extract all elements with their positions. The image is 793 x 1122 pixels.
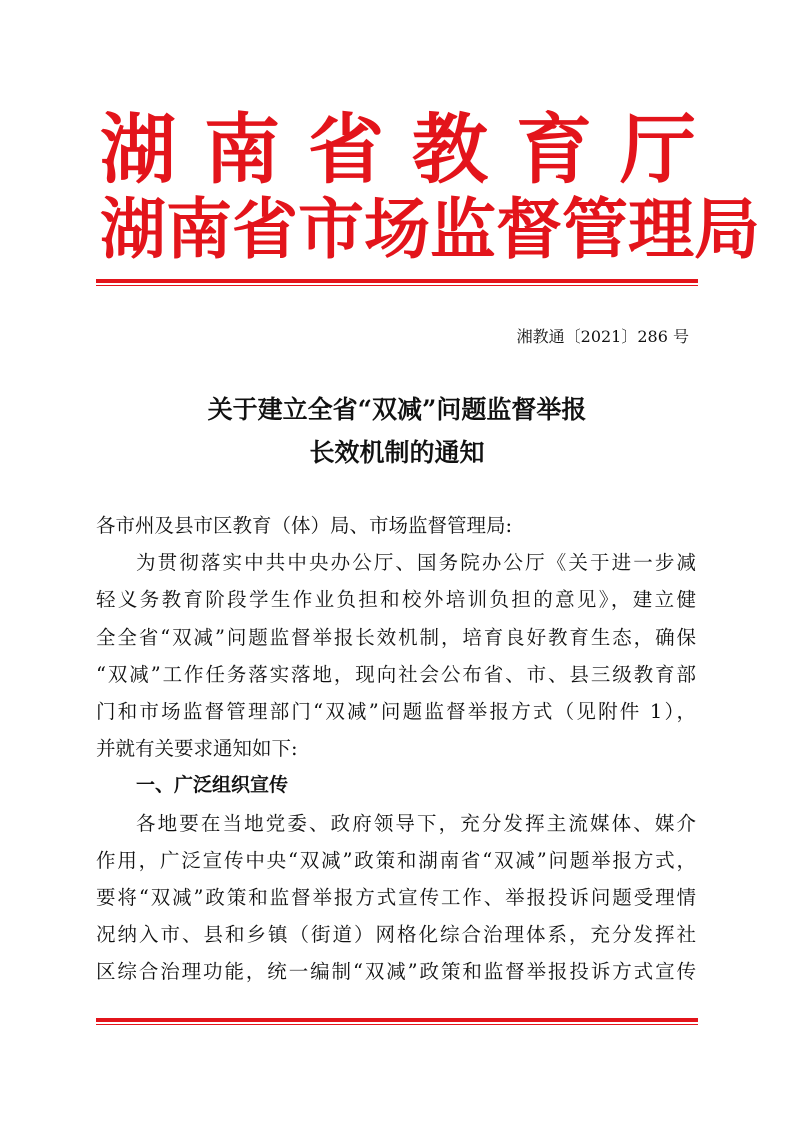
paragraph-1-line-5: 门和市场监督管理部门“双减”问题监督举报方式（见附件 1），	[96, 699, 696, 723]
paragraph-1-line-1: 为贯彻落实中共中央办公厅、国务院办公厅《关于进一步减	[136, 551, 696, 575]
section-heading-1: 一、广泛组织宣传	[136, 774, 289, 797]
issuer-name-education-department: 湖南省教育厅	[100, 105, 696, 194]
title-line-2: 长效机制的通知	[309, 438, 485, 467]
title-line-1: 关于建立全省“双减”问题监督举报	[207, 395, 587, 424]
document-title	[96, 388, 698, 474]
paragraph-2-line-4: 况纳入市、县和乡镇（街道）网格化综合治理体系，充分发挥社	[96, 923, 696, 947]
issuer-name-market-regulation-bureau: 湖南省市场监督管理局	[100, 191, 760, 268]
paragraph-1-line-6: 并就有关要求通知如下:	[96, 737, 298, 761]
paragraph-2-line-5: 区综合治理功能，统一编制“双减”政策和监督举报投诉方式宣传	[96, 960, 696, 984]
document-body	[96, 507, 696, 990]
paragraph-2-line-2: 作用，广泛宣传中央“双减”政策和湖南省“双减”问题举报方式，	[96, 848, 696, 872]
paragraph-1-line-3: 全全省“双减”问题监督举报长效机制，培育良好教育生态，确保	[96, 625, 696, 649]
document-number: 湘教通〔2021〕286 号	[516, 327, 689, 346]
paragraph-1-line-2: 轻义务教育阶段学生作业负担和校外培训负担的意见》，建立健	[96, 588, 696, 612]
paragraph-2-line-3: 要将“双减”政策和监督举报方式宣传工作、举报投诉问题受理情	[96, 885, 696, 909]
salutation: 各市州及县市区教育（体）局、市场监督管理局:	[96, 514, 513, 537]
footer-separator-rule	[96, 1018, 698, 1025]
paragraph-2-line-1: 各地要在当地党委、政府领导下，充分发挥主流媒体、媒介	[136, 811, 696, 835]
header-separator-rule	[96, 279, 698, 286]
paragraph-1-line-4: “双减”工作任务落实落地，现向社会公布省、市、县三级教育部	[96, 662, 696, 686]
